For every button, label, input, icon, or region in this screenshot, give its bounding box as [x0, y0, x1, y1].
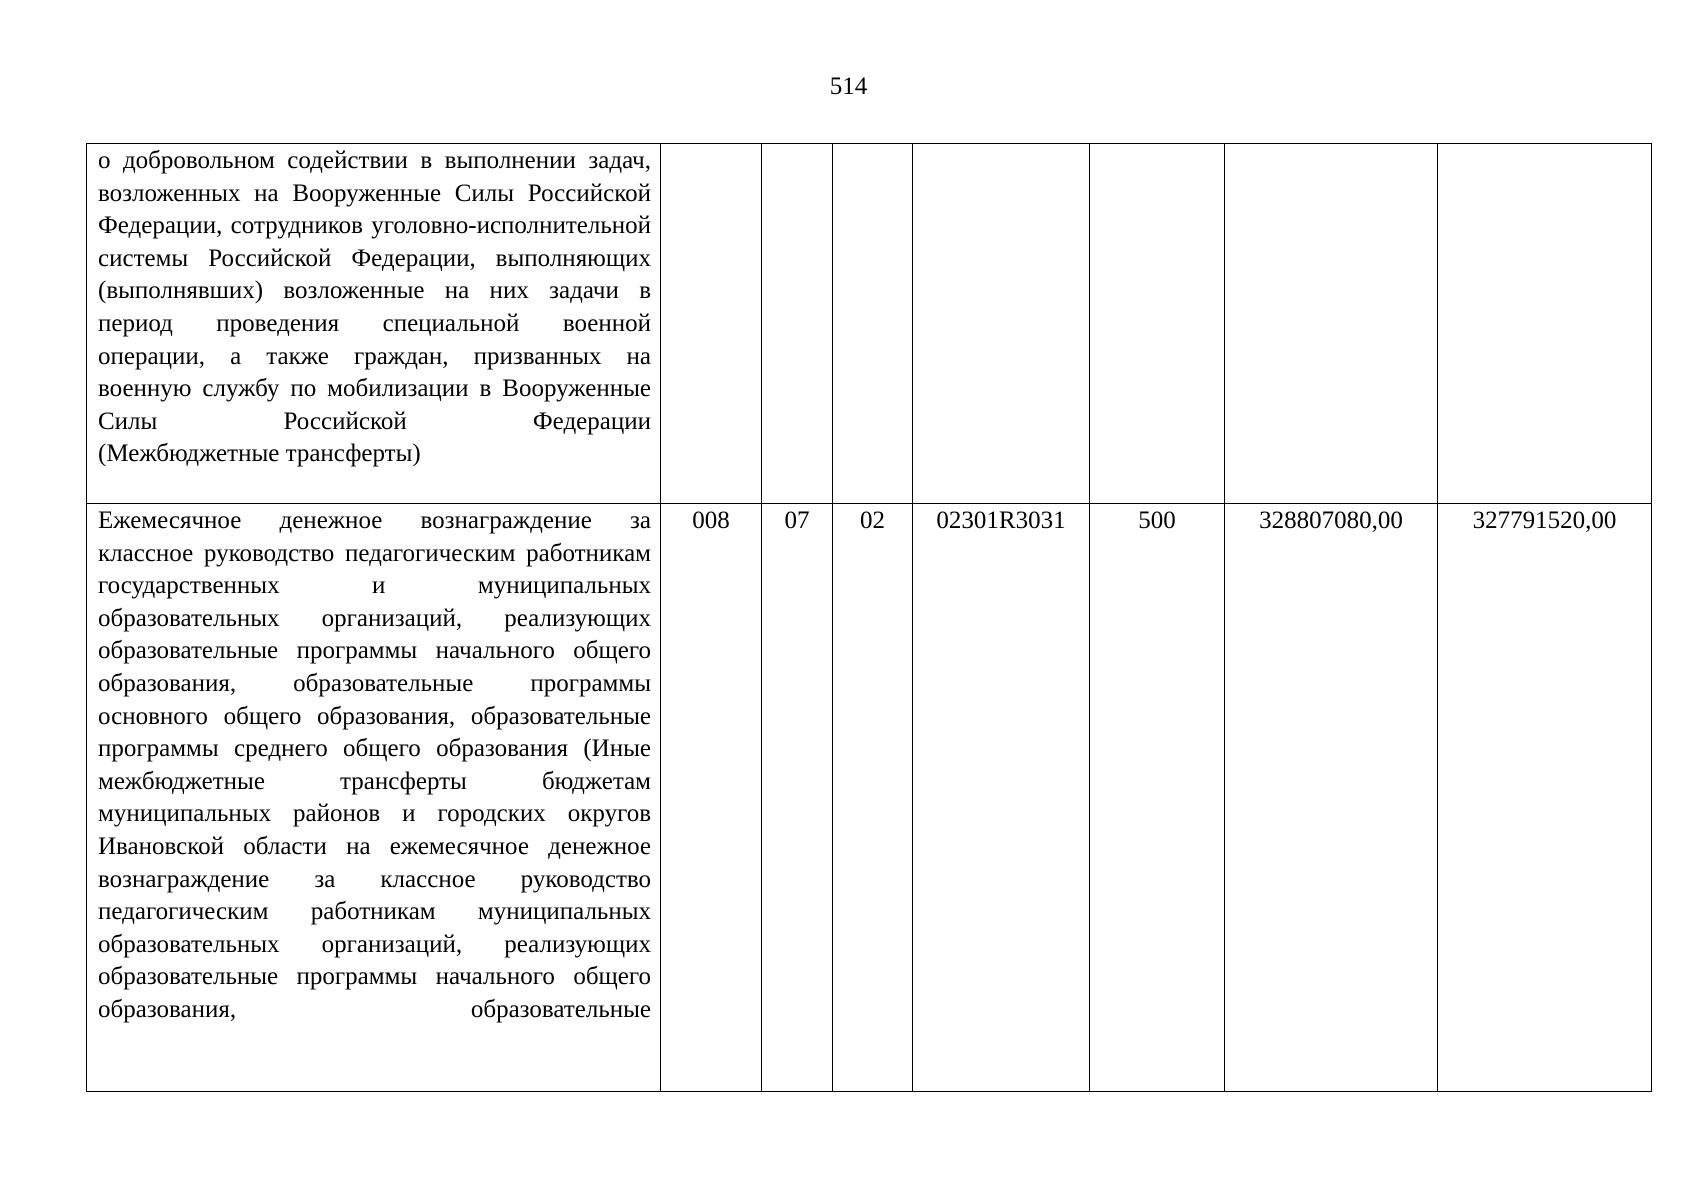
- budget-table: [86, 143, 1652, 1092]
- description-line: программы среднего общего образования: [98, 735, 568, 763]
- description-line: городских округов Ивановской области на: [98, 800, 651, 860]
- target-article-code: 02301R3031: [913, 504, 1090, 1092]
- description-line: военную службу по мобилизации в: [98, 375, 492, 403]
- target-article-code: [913, 144, 1090, 504]
- subsection-code: [833, 144, 913, 504]
- table-row: [87, 144, 1652, 504]
- amount-year-2: [1438, 144, 1652, 504]
- description-line: Российской Федерации, сотрудников: [98, 179, 651, 240]
- description-line: общего образования, образовательные: [98, 963, 652, 1023]
- ministry-code: [661, 144, 762, 504]
- description-line: период проведения специальной военной: [98, 309, 651, 337]
- row-description: [87, 144, 661, 504]
- description-line: организаций, реализующих образовательные: [98, 604, 651, 665]
- description-line: Ежемесячное денежное вознаграждение за: [98, 507, 651, 534]
- description-line: программы начального общего образования,: [98, 637, 652, 697]
- description-line: образовательных организаций, реализующих: [98, 930, 651, 958]
- expense-type-code: [1090, 144, 1225, 504]
- description-line: (Иные межбюджетные трансферты: [98, 735, 651, 795]
- section-code: [762, 144, 833, 504]
- description-line: муниципальных образовательных: [98, 572, 651, 632]
- page-number: 514: [829, 73, 868, 100]
- description-line: ежемесячное денежное вознаграждение за: [98, 832, 652, 893]
- description-line: Российской Федерации, выполняющих: [208, 244, 651, 272]
- description-line: бюджетам муниципальных районов и: [98, 767, 651, 828]
- description-line: работникам муниципальных: [310, 898, 651, 926]
- amount-year-1: [1225, 144, 1438, 504]
- description-line: Вооруженные Силы Российской Федерации: [98, 375, 651, 435]
- subsection-code: 02: [833, 504, 913, 1092]
- description-line: классное руководство педагогическим: [98, 539, 516, 567]
- table-row: [87, 504, 1652, 1092]
- description-line: задач, возложенных на Вооруженные Силы: [98, 147, 651, 207]
- description-line: (выполнявших) возложенные на них задачи в: [98, 277, 651, 305]
- description-line: операции, а также граждан, призванных на: [98, 342, 651, 370]
- amount-year-2: 327791520,00: [1438, 504, 1652, 1092]
- amount-year-1: 328807080,00: [1225, 504, 1438, 1092]
- description-line: о добровольном содействии в выполнении: [98, 147, 576, 174]
- description-line: (Межбюджетные трансферты): [98, 440, 421, 468]
- description-line: классное руководство педагогическим: [98, 865, 652, 926]
- description-line: работникам государственных и: [98, 539, 651, 600]
- section-code: 07: [762, 504, 833, 1092]
- ministry-code: 008: [661, 504, 762, 1092]
- expense-type-code: 500: [1090, 504, 1225, 1092]
- row-description: [87, 504, 661, 1092]
- description-line: общего образования, образовательные: [223, 702, 651, 730]
- description-line: образовательные программы начального: [98, 963, 555, 991]
- description-line: уголовно-исполнительной системы: [98, 212, 651, 272]
- description-line: образовательные программы основного: [98, 669, 651, 730]
